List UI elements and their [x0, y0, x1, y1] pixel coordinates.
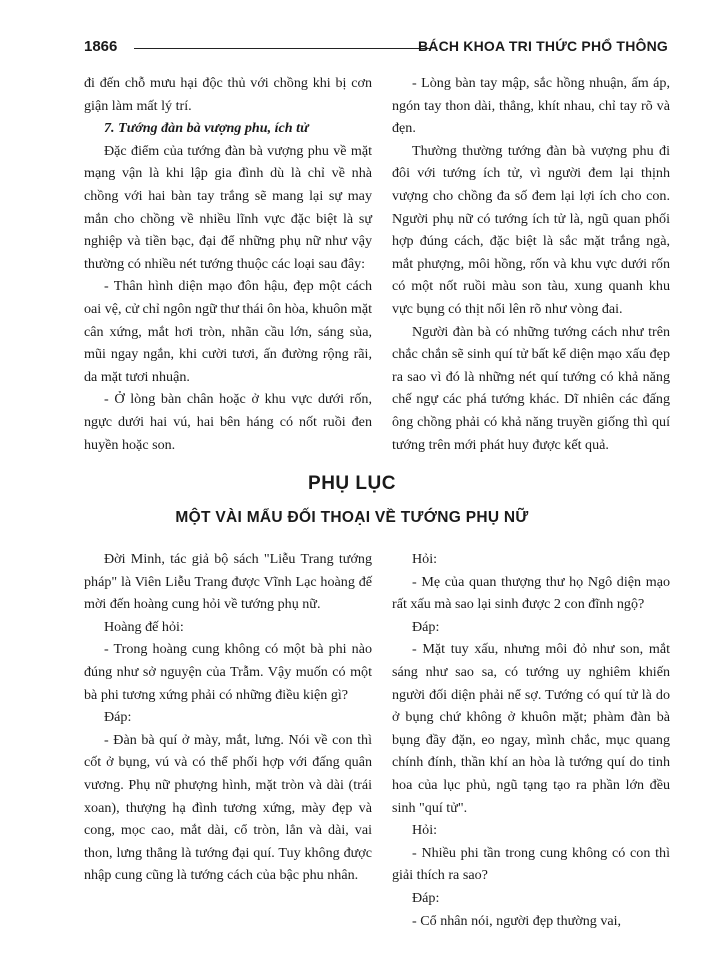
paragraph: - Đàn bà quí ở mày, mắt, lưng. Nói về con thì cốt ở bụng, vú và có thể phối hợp với đấng quân vương. Phụ nữ phượng hình, mặt tròn và dài (trái xoan), thượng hạ đình tương xứng, mày đẹp và cong, mọc cao, mắt dài, cổ tròn, lẳn và dài, vai thon, lưng thẳng là tướng đại quí. Tuy không được nhập cung cũng là tướng cách của bậc phu nhân.	[84, 731, 372, 884]
paragraph: - Mặt tuy xấu, nhưng môi đỏ như son, mắt sáng như sao sa, có tướng uy nghiêm khiến người đối diện phải nể sợ. Tướng có quí tử là do ở bụng chứ không ở khuôn mặt; phàm đàn bà bụng đầy đặn, eo ngay, mình chắc, mục quang chính đính, thần khí an hòa là tướng quí do tinh hoa của lục phủ, ngũ tạng tạo ra phần lớn đều sinh "quí tử".	[392, 641, 670, 816]
header-rule	[134, 48, 430, 49]
paragraph: - Mẹ của quan thượng thư họ Ngô diện mạo rất xấu mà sao lại sinh được 2 con đĩnh ngộ?	[392, 573, 670, 613]
dialogue-speaker: Đáp:	[412, 618, 440, 635]
paragraph: Đặc điểm của tướng đàn bà vượng phu về mặt mạng vận là khi lập gia đình dù là chỉ về nhà chồng với hai bàn tay trắng sẽ mang lại sự may mắn cho chồng về nhiều lĩnh vực đặc biệt là sự nghiệp và tiền bạc, đại để những phụ nữ như vậy thường có nhiều nét tướng thuộc các loại sau đây:	[84, 142, 372, 272]
dialogue-speaker: Hỏi:	[412, 551, 438, 567]
appendix-title: PHỤ LỤC	[308, 473, 396, 494]
dialogue-speaker: Đáp:	[412, 889, 440, 906]
column-top-right	[392, 72, 670, 456]
dialogue-speaker: Hoàng đế hỏi:	[104, 618, 184, 635]
paragraph: - Nhiều phi tần trong cung không có con thì giải thích ra sao?	[392, 844, 670, 884]
column-bottom-left	[84, 548, 372, 887]
paragraph: Thường thường tướng đàn bà vượng phu đi đôi với tướng ích tử, vì người đem lại thịnh vượng cho chồng đa số đem lại lợi ích cho con. Người phụ nữ có tướng ích tử là, ngũ quan phối hợp đúng cách, đặc biệt là sắc mặt trắng ngà, mắt phượng, môi hồng, rốn và khu vực dưới rốn có một nốt ruồi màu son tàu, xung quanh khu vực bụng có thịt nổi lên rõ như vòng đai.	[392, 142, 670, 317]
column-bottom-right	[392, 548, 670, 932]
paragraph: Đời Minh, tác giả bộ sách "Liễu Trang tướng pháp" là Viên Liễu Trang được Vĩnh Lạc hoàng đế mời đến hoàng cung hỏi về tướng phụ nữ.	[84, 551, 372, 613]
page-number: 1866	[84, 38, 118, 55]
paragraph: - Ở lòng bàn chân hoặc ở khu vực dưới rốn, ngực dưới hai vú, hai bên háng có nốt ruồi đen huyền hoặc son.	[84, 391, 372, 453]
section-heading: 7. Tướng đàn bà vượng phu, ích tử	[104, 120, 309, 137]
paragraph: - Lòng bàn tay mập, sắc hồng nhuận, ấm áp, ngón tay thon dài, thẳng, khít nhau, chỉ tay rõ và đẹn.	[392, 75, 670, 137]
column-top-left	[84, 72, 372, 456]
paragraph: Người đàn bà có những tướng cách như trên chắc chắn sẽ sinh quí tử bất kể diện mạo xấu đẹp ra sao vì đó là những nét quí tướng có khả năng chế ngự các phá tướng khác. Dĩ nhiên các đấng ông chồng phải có khả năng truyền giống thì quí tướng trên mới phát huy được kết quả.	[392, 323, 670, 453]
paragraph: - Trong hoàng cung không có một bà phi nào đúng như sở nguyện của Trẫm. Vậy muốn có một bà phi tương xứng phải có những điều kiện gì?	[84, 641, 372, 703]
page-header	[84, 38, 668, 62]
dialogue-speaker: Hỏi:	[412, 822, 438, 839]
appendix-subtitle: MỘT VÀI MẨU ĐỐI THOẠI VỀ TƯỚNG PHỤ NỮ	[175, 509, 529, 526]
running-title: BÁCH KHOA TRI THỨC PHỔ THÔNG	[417, 38, 668, 54]
paragraph: - Cổ nhân nói, người đẹp thường vai,	[412, 912, 622, 929]
paragraph: - Thân hình diện mạo đôn hậu, đẹp một cách oai vệ, cử chỉ ngôn ngữ thư thái ôn hòa, khuôn mặt cân xứng, mắt hơi tròn, nhãn cầu lớn, sáng sủa, mũi ngay ngắn, khi cười tươi, ấn đường rộng rãi, da mặt tươi nhuận.	[84, 278, 372, 385]
paragraph: đi đến chỗ mưu hại độc thủ với chồng khi bị cơn giận làm mất lý trí.	[84, 75, 372, 114]
dialogue-speaker: Đáp:	[104, 709, 132, 726]
